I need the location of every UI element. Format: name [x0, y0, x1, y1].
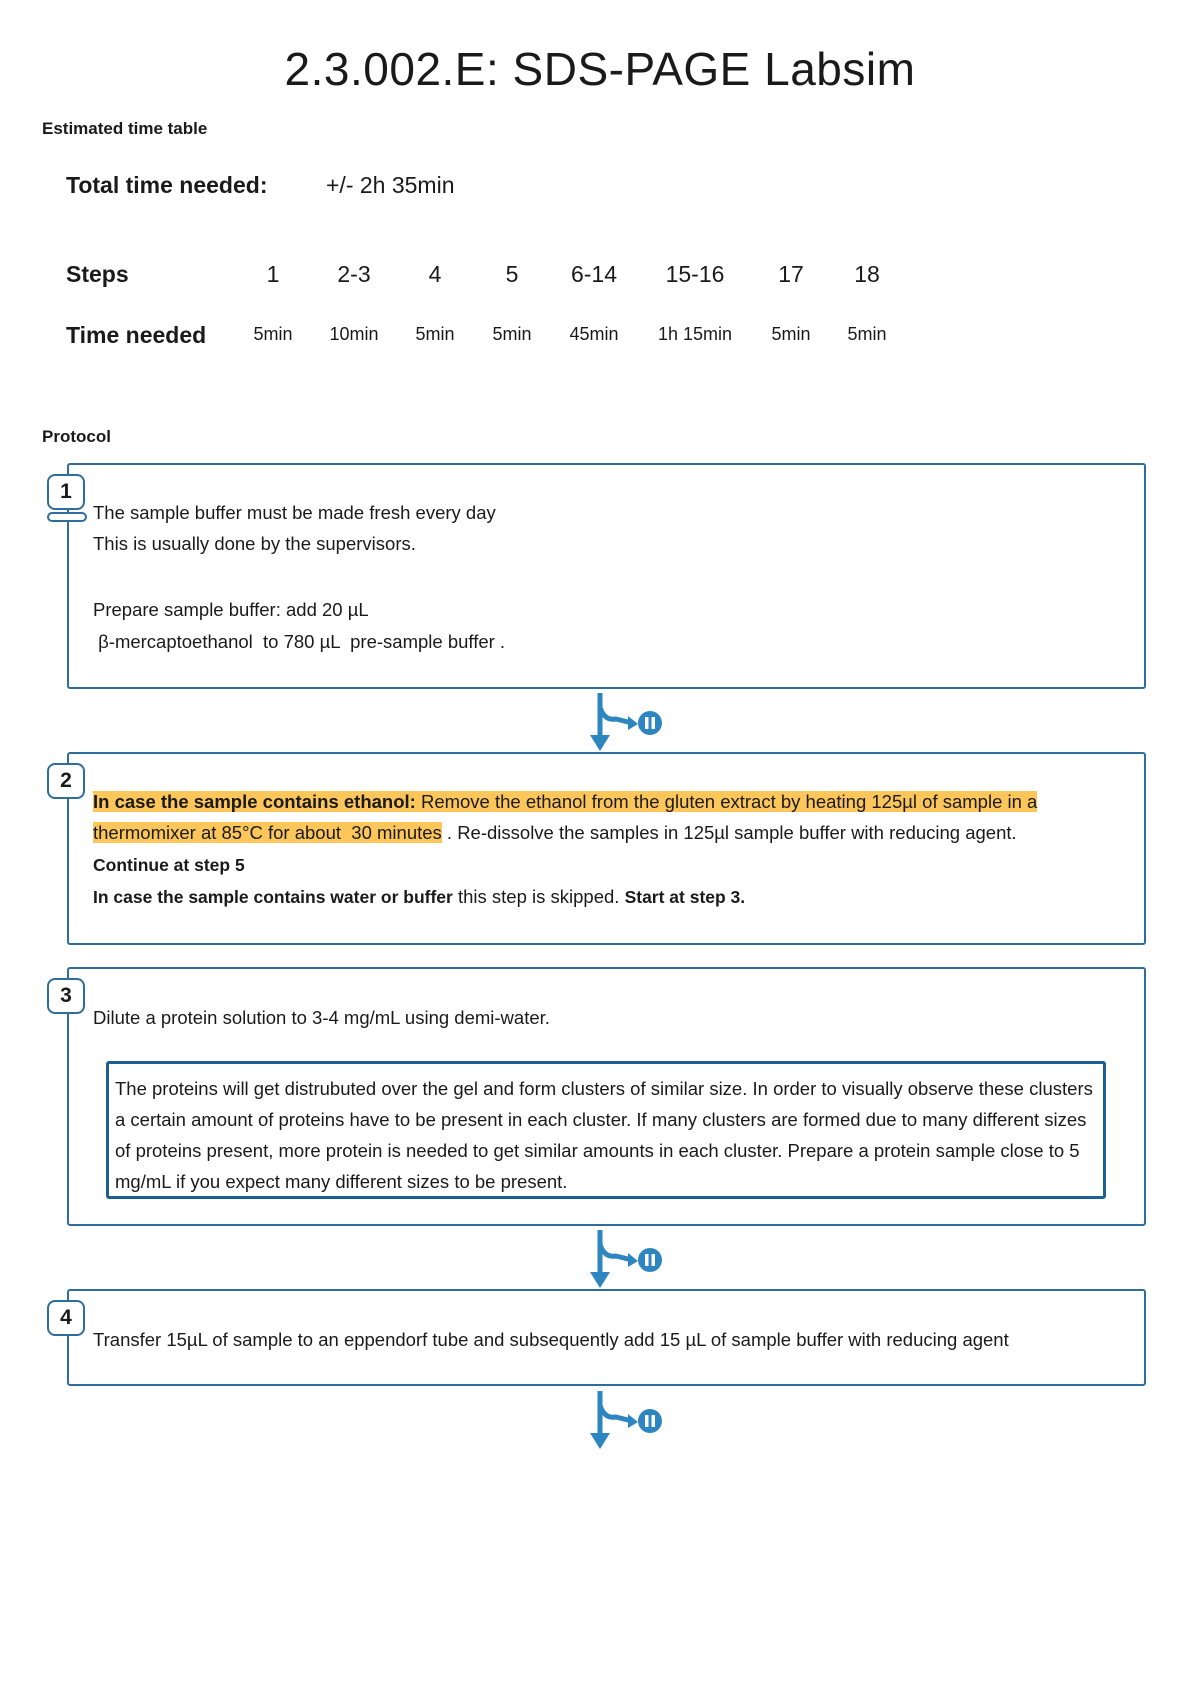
- step-cell: 5: [505, 261, 519, 287]
- step-2-start-note: Start at step 3.: [624, 887, 746, 907]
- step-2-heating-instruction: thermomixer at 85°C for about 30 minutes: [93, 822, 442, 843]
- step-2-skip-text: this step is skipped.: [452, 886, 625, 907]
- step-4-badge: 4: [47, 1300, 85, 1336]
- step-1-box: [67, 463, 1146, 689]
- step-2-redissolve-instruction: . Re-dissolve the samples in 125µl sample buffer with reducing agent.: [441, 822, 1017, 843]
- step-2-box: [67, 752, 1146, 945]
- steps-row-label: Steps: [66, 261, 129, 287]
- protocol-heading: Protocol: [42, 427, 111, 446]
- step-2-line-1: [93, 791, 1037, 813]
- step-2-ethanol-condition: In case the sample contains ethanol:: [93, 791, 416, 812]
- step-2-line-2: [93, 822, 1017, 844]
- step-cell: 4: [428, 261, 442, 287]
- step-1-checkbox[interactable]: [47, 512, 87, 522]
- page-title: 2.3.002.E: SDS-PAGE Labsim: [284, 43, 916, 95]
- total-time-label: Total time needed:: [66, 172, 268, 198]
- time-cell: 5min: [253, 324, 293, 344]
- step-2-water-condition: In case the sample contains water or buffer: [93, 887, 453, 907]
- step-2-continue-note: Continue at step 5: [93, 855, 245, 875]
- time-cell: 10min: [329, 324, 379, 344]
- step-1-line: This is usually done by the supervisors.: [93, 533, 416, 554]
- step-1-badge: 1: [47, 474, 85, 510]
- time-cell: 45min: [569, 324, 619, 344]
- step-cell: 15-16: [665, 261, 725, 287]
- step-1-line: The sample buffer must be made fresh every day: [93, 502, 496, 523]
- step-3-note: The proteins will get distrubuted over the gel and form clusters of similar size. In order to visually observe these clusters a certain amount of proteins have to be present in each cluster. If many clusters are formed due to many different sizes of proteins present, more protein is needed to get similar amounts in each cluster. Prepare a protein sample close to 5 mg/mL if you expect many different sizes to be present.: [106, 1061, 1106, 1199]
- time-cell: 5min: [847, 324, 887, 344]
- time-row-label: Time needed: [66, 322, 207, 348]
- total-time-value: +/- 2h 35min: [326, 172, 455, 198]
- step-3-badge: 3: [47, 978, 85, 1014]
- step-arrow-pause-icon: [586, 691, 670, 755]
- step-1-line: Prepare sample buffer: add 20 µL: [93, 599, 369, 620]
- time-cell: 5min: [415, 324, 455, 344]
- step-2-ethanol-instruction: Remove the ethanol from the gluten extract by heating 125µl of sample in a: [415, 791, 1038, 812]
- step-arrow-pause-icon: [586, 1389, 670, 1453]
- step-arrow-pause-icon: [586, 1228, 670, 1292]
- time-table-heading: Estimated time table: [42, 119, 208, 138]
- step-cell: 6-14: [570, 261, 618, 287]
- step-4-line: Transfer 15µL of sample to an eppendorf tube and subsequently add 15 µL of sample buffer with reducing agent: [93, 1329, 1009, 1350]
- time-cell: 1h 15min: [657, 324, 733, 344]
- step-1-line: β-mercaptoethanol to 780 µL pre-sample buffer .: [93, 631, 506, 652]
- step-3-line: Dilute a protein solution to 3-4 mg/mL using demi-water.: [93, 1007, 550, 1028]
- step-cell: 18: [854, 261, 880, 287]
- step-2-line-4: [93, 886, 745, 908]
- step-cell: 2-3: [337, 261, 371, 287]
- step-cell: 17: [778, 261, 804, 287]
- step-2-badge: 2: [47, 763, 85, 799]
- time-cell: 5min: [492, 324, 532, 344]
- step-cell: 1: [266, 261, 280, 287]
- time-cell: 5min: [771, 324, 811, 344]
